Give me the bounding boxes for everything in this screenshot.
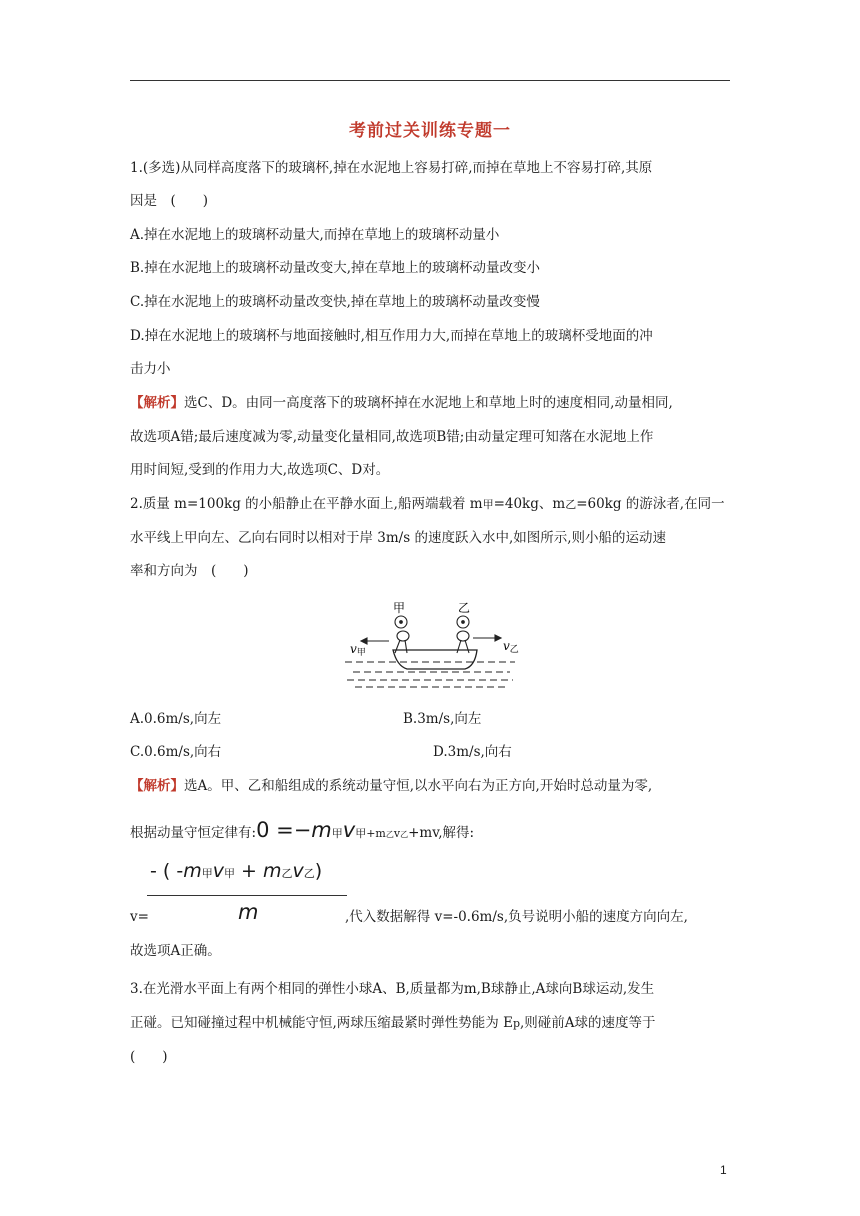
q3-sub-p: p — [512, 1017, 520, 1030]
q2-stem-line-3: 率和方向为 ( ) — [130, 563, 249, 579]
page-number: 1 — [720, 1163, 727, 1177]
swimmer-jia-icon — [395, 616, 409, 653]
fraction-numerator: - ( -m甲v甲 + m乙v乙) — [150, 860, 323, 882]
q3-stem-line-3: ( ) — [130, 1049, 168, 1065]
q2-analysis-line-4: 故选项A正确。 — [130, 943, 221, 959]
q2-eq-prefix: 根据动量守恒定律有: — [130, 825, 257, 841]
q2-analysis-text: 选A。甲、乙和船组成的系统动量守恒,以水平向右为正方向,开始时总动量为零, — [184, 778, 653, 794]
q1-option-b: B.掉在水泥地上的玻璃杯动量改变大,掉在草地上的玻璃杯动量改变小 — [130, 260, 541, 276]
eq-tail: +m — [366, 827, 386, 840]
fig-v-left: v甲 — [350, 642, 366, 658]
q2-stem-part-c: =60kg 的游泳者,在同一 — [576, 496, 725, 512]
q2-equation-line — [130, 816, 474, 849]
q1-analysis-line-1 — [130, 393, 673, 413]
q2-stem-part-b: =40kg、m — [493, 496, 566, 512]
eq-v: v — [342, 818, 356, 842]
eq-sub-jia-2: 甲 — [355, 827, 367, 840]
q3-stem-line-2 — [130, 1013, 656, 1034]
q2-option-c: C.0.6m/s,向右 — [130, 744, 222, 760]
q1-option-c: C.掉在水泥地上的玻璃杯动量改变快,掉在草地上的玻璃杯动量改变慢 — [130, 294, 540, 310]
q2-sub-jia: 甲 — [482, 498, 494, 511]
q2-sub-yi: 乙 — [565, 498, 577, 511]
q2-stem-line-2: 水平线上甲向左、乙向右同时以相对于岸 3m/s 的速度跃入水中,如图所示,则小船的运动速 — [130, 530, 667, 546]
eq-sub-jia: 甲 — [331, 827, 343, 840]
q1-stem-line-1: 1.(多选)从同样高度落下的玻璃杯,掉在水泥地上容易打碎,而掉在草地上不容易打碎,其原 — [130, 160, 653, 176]
eq-tail-end: +mv,解得: — [408, 825, 475, 841]
fig-v-right: v乙 — [503, 639, 519, 655]
swimmer-yi-icon — [457, 616, 469, 653]
arrow-left-icon — [361, 638, 389, 644]
q2-option-b: B.3m/s,向左 — [403, 711, 482, 727]
q2-stem-part-a: 2.质量 m=100kg 的小船静止在平静水面上,船两端载着 m — [130, 496, 483, 512]
q1-analysis-line-3: 用时间短,受到的作用力大,故选项C、D对。 — [130, 462, 390, 478]
analysis-tag-2: 【解析】 — [130, 778, 184, 794]
q1-option-d-line-2: 击力小 — [130, 361, 171, 377]
q2-option-d: D.3m/s,向右 — [433, 744, 512, 760]
eq-lhs: 0 =− — [256, 818, 312, 842]
q2-stem-line-1 — [130, 494, 725, 515]
fraction-bar — [147, 895, 347, 896]
q1-stem-line-2: 因是 ( ) — [130, 193, 209, 209]
q2-analysis-line-1 — [130, 776, 652, 796]
v-equals: v= — [130, 909, 149, 925]
boat-figure — [345, 598, 520, 690]
eq-tail-sub2: 乙 — [400, 830, 409, 839]
analysis-tag: 【解析】 — [130, 395, 184, 411]
header-rule — [130, 80, 730, 81]
water-lines — [345, 662, 515, 687]
q2-option-a: A.0.6m/s,向左 — [130, 711, 222, 727]
q1-analysis-text: 选C、D。由同一高度落下的玻璃杯掉在水泥地上和草地上时的速度相同,动量相同, — [184, 395, 673, 411]
eq-tail-v: v — [393, 827, 401, 840]
q1-option-a: A.掉在水泥地上的玻璃杯动量大,而掉在草地上的玻璃杯动量小 — [130, 227, 500, 243]
q3-stem-line-1: 3.在光滑水平面上有两个相同的弹性小球A、B,质量都为m,B球静止,A球向B球运动,发生 — [130, 981, 655, 997]
page-title: 考前过关训练专题一 — [349, 121, 511, 141]
q2-analysis-line-3: ,代入数据解得 v=-0.6m/s,负号说明小船的速度方向向左, — [345, 909, 688, 925]
boat-icon — [393, 650, 477, 669]
q1-analysis-line-2: 故选项A错;最后速度减为零,动量变化量相同,故选项B错;由动量定理可知落在水泥地上作 — [130, 429, 654, 445]
eq-tail-sub1: 乙 — [385, 830, 394, 839]
fraction-denominator: m — [238, 900, 259, 924]
q3-stem-part-a: 正碰。已知碰撞过程中机械能守恒,两球压缩最紧时弹性势能为 E — [130, 1015, 513, 1031]
fig-label-jia: 甲 — [393, 601, 406, 615]
arrow-right-icon — [473, 635, 501, 641]
q3-stem-part-b: ,则碰前A球的速度等于 — [519, 1015, 656, 1031]
q1-option-d-line-1: D.掉在水泥地上的玻璃杯与地面接触时,相互作用力大,而掉在草地上的玻璃杯受地面的冲 — [130, 328, 653, 344]
eq-m: m — [311, 818, 332, 842]
fig-label-yi: 乙 — [458, 601, 471, 615]
